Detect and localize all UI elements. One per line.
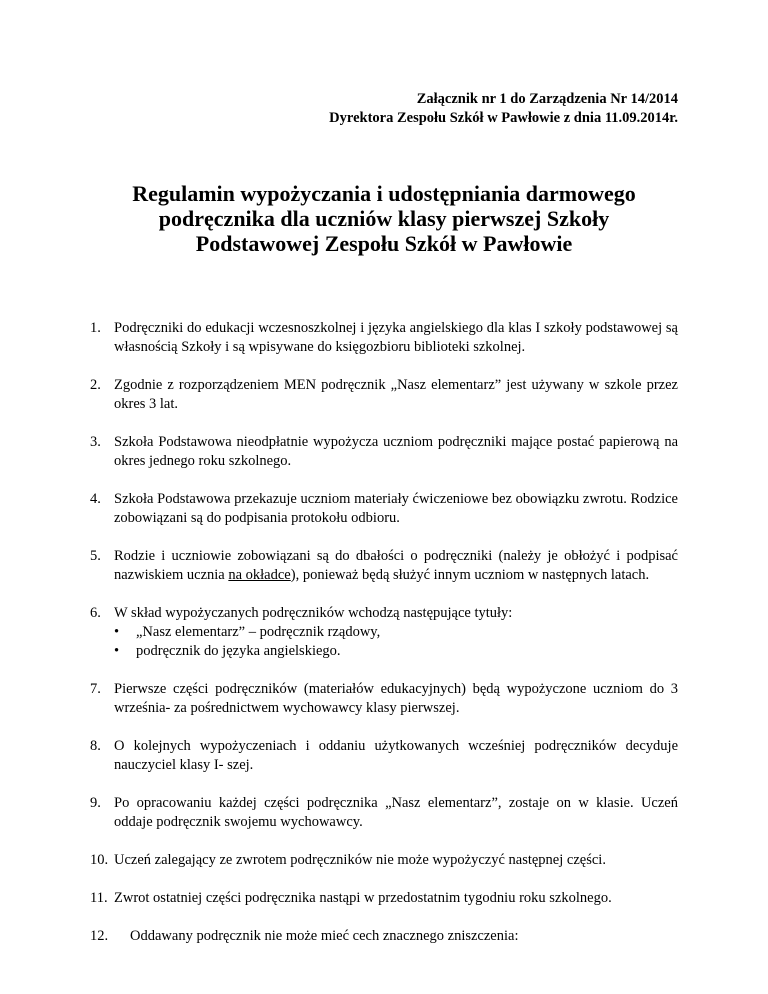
item-text: Oddawany podręcznik nie może mieć cech znacznego zniszczenia: [130, 928, 519, 944]
item-text: Uczeń zalegający ze zwrotem podręczników nie może wypożyczyć następnej części. [114, 852, 606, 868]
item-text: Podręczniki do edukacji wczesnoszkolnej i języka angielskiego dla klas I szkoły podstawowej są własnością Szkoły i są wpisywane do księgozbioru biblioteki szkolnej. [114, 320, 678, 355]
list-item [90, 547, 678, 585]
list-item [90, 604, 678, 661]
bullet-icon: • [114, 643, 120, 659]
item-number: 11. [90, 890, 108, 906]
list-item [90, 433, 678, 471]
item-text: W skład wypożyczanych podręczników wchodzą następujące tytuły: [114, 605, 513, 621]
item-number: 9. [90, 795, 101, 811]
title-line-3: Podstawowej Zespołu Szkół w Pawłowie [195, 231, 573, 256]
list-item [90, 737, 678, 775]
list-item [90, 794, 678, 832]
document-title [90, 181, 678, 256]
bullet-text: „Nasz elementarz” – podręcznik rządowy, [136, 624, 381, 640]
item-text-start: Rodzie i uczniowie zobowiązani są do dbałości o podręczniki (należy je obłożyć i podpisać nazwiskiem ucznia [114, 548, 678, 583]
item-text-end: ), ponieważ będą służyć innym uczniom w następnych latach. [290, 567, 650, 583]
item-number: 6. [90, 605, 101, 621]
bullet-text: podręcznik do języka angielskiego. [136, 643, 341, 659]
header-line-2: Dyrektora Zespołu Szkół w Pawłowie z dnia 11.09.2014r. [329, 110, 678, 126]
item-number: 3. [90, 434, 101, 450]
list-item [90, 376, 678, 414]
rules-list [90, 319, 678, 946]
bullet-item [90, 642, 678, 661]
underlined-phrase: na okładce [228, 567, 291, 583]
item-text: O kolejnych wypożyczeniach i oddaniu użytkowanych wcześniej podręczników decyduje nauczyciel klasy I- szej. [114, 738, 678, 773]
title-line-1: Regulamin wypożyczania i udostępniania darmowego [132, 181, 636, 206]
bullet-icon: • [114, 624, 120, 640]
list-item [90, 851, 678, 870]
attachment-header [329, 90, 678, 128]
titles-bullet-list [90, 623, 678, 661]
list-item [90, 680, 678, 718]
item-number: 4. [90, 491, 101, 507]
item-number: 7. [90, 681, 101, 697]
item-text: Po opracowaniu każdej części podręcznika „Nasz elementarz”, zostaje on w klasie. Uczeń oddaje podręcznik swojemu wychowawcy. [114, 795, 678, 830]
item-number: 10. [90, 852, 109, 868]
item-text: Zwrot ostatniej części podręcznika nastąpi w przedostatnim tygodniu roku szkolnego. [114, 890, 612, 906]
list-item [90, 889, 678, 908]
list-item [90, 927, 678, 946]
list-item [90, 319, 678, 357]
item-text: Szkoła Podstawowa przekazuje uczniom materiały ćwiczeniowe bez obowiązku zwrotu. Rodzice zobowiązani są do podpisania protokołu odbioru. [114, 491, 678, 526]
list-item [90, 490, 678, 528]
item-number: 1. [90, 320, 101, 336]
bullet-item [90, 623, 678, 642]
item-number: 8. [90, 738, 101, 754]
item-number: 2. [90, 377, 101, 393]
header-line-1: Załącznik nr 1 do Zarządzenia Nr 14/2014 [416, 91, 678, 107]
item-text: Zgodnie z rozporządzeniem MEN podręcznik „Nasz elementarz” jest używany w szkole przez okres 3 lat. [114, 377, 678, 412]
item-text: Szkoła Podstawowa nieodpłatnie wypożycza uczniom podręczniki mające postać papierową na okres jednego roku szkolnego. [114, 434, 678, 469]
item-number: 12. [90, 928, 109, 944]
item-text: Pierwsze części podręczników (materiałów edukacyjnych) będą wypożyczone uczniom do 3 września- za pośrednictwem wychowawcy klasy pierwszej. [114, 681, 678, 716]
item-number: 5. [90, 548, 101, 564]
title-line-2: podręcznika dla uczniów klasy pierwszej Szkoły [158, 206, 610, 231]
